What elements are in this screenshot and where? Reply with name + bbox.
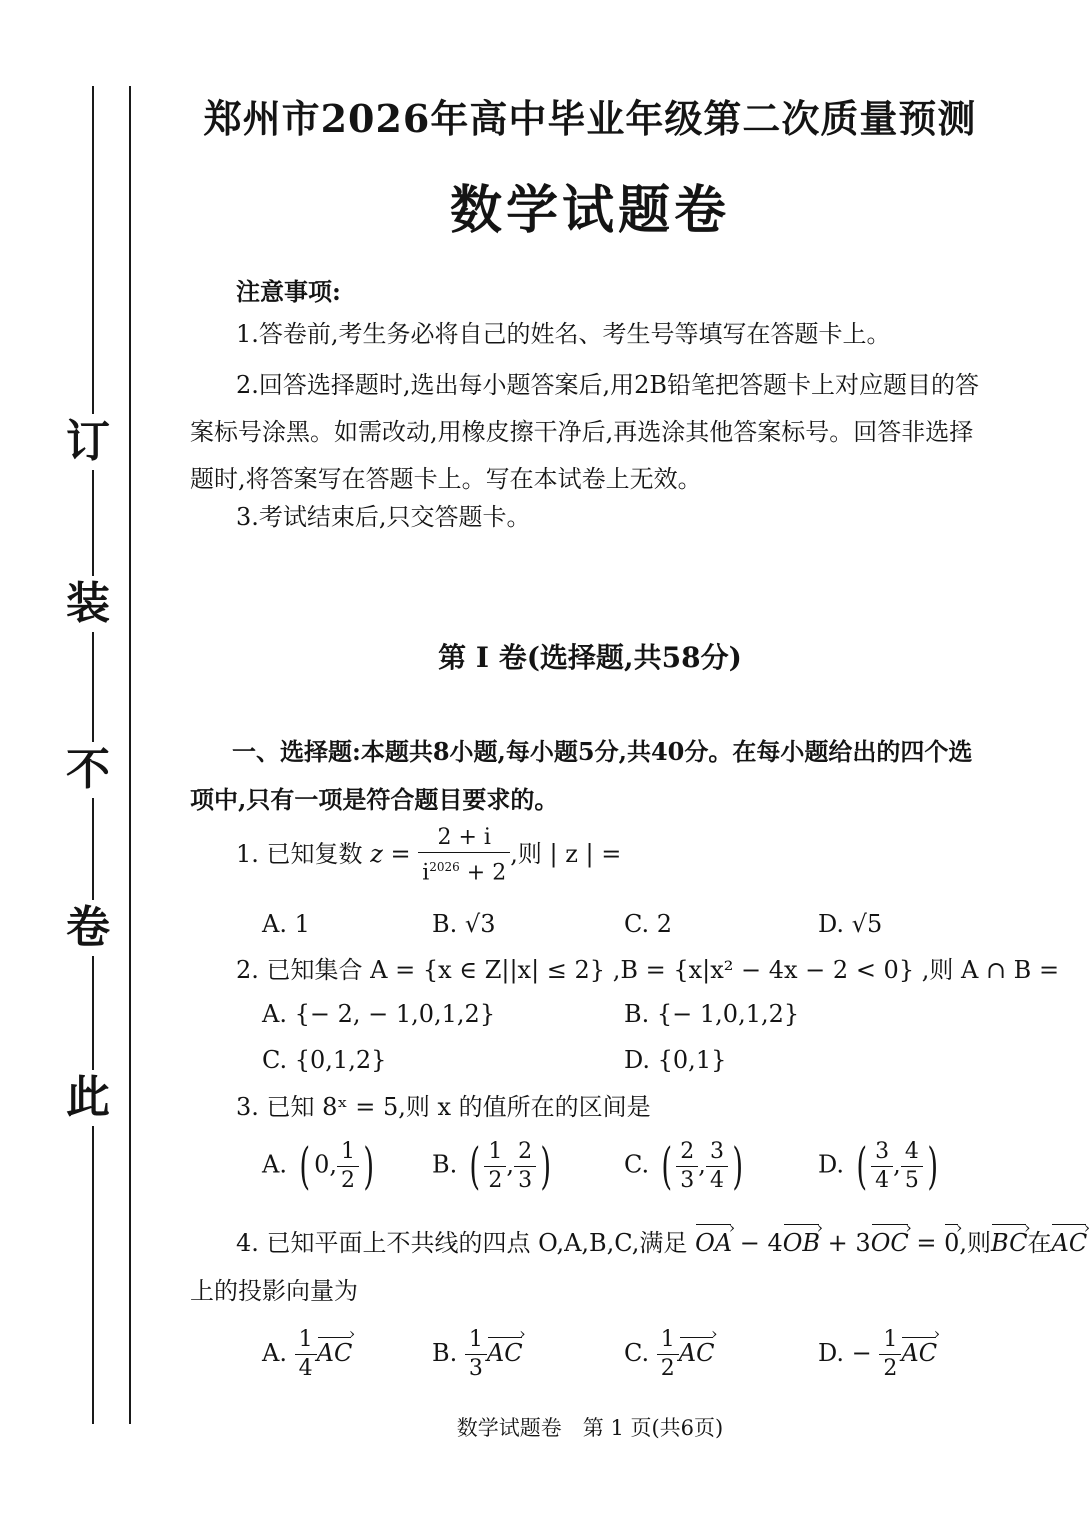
q3-d-right-den: 5 (904, 1167, 919, 1193)
q3-c-left (676, 1138, 698, 1195)
exam-subtitle: 数学试题卷 (449, 180, 730, 241)
q4-option-c (624, 1326, 714, 1383)
q3-d-right (901, 1138, 923, 1195)
q1-den-exp: 2026 (429, 860, 460, 874)
q3-c-rparen: ) (732, 1137, 744, 1195)
note-item-1: 1.答卷前,考生务必将自己的姓名、考生号等填写在答题卡上。 (236, 320, 891, 348)
q3-a-label: A. (262, 1150, 287, 1179)
q2-stem: 已知集合 A = {x ∈ Z||x| ≤ 2} ,B = {x|x² − 4x − 2 < 0} ,则 A ∩ B = (266, 956, 1060, 984)
note-item-2 (190, 362, 990, 503)
binding-char-bu: 不 (58, 742, 118, 798)
q2-option-d: D. {0,1} (624, 1046, 727, 1074)
q4-d-sign: − (851, 1339, 872, 1367)
q2-option-b: B. {− 1,0,1,2} (624, 1000, 800, 1028)
q4-b-vec: › AC (487, 1339, 523, 1367)
question-2 (236, 953, 1059, 987)
q4-b-label: B. (432, 1339, 458, 1367)
q1-fraction (418, 824, 510, 887)
q4-option-d (818, 1326, 937, 1383)
q2-option-c: C. {0,1,2} (262, 1046, 387, 1074)
note-item-2-text: 2.回答选择题时,选出每小题答案后,用2B铅笔把答题卡上对应题目的答案标号涂黑。如需改动,用橡皮擦干净后,再选涂其他答案标号。回答非选择题时,将答案写在答题卡上。写在本试卷上无效。 (190, 371, 980, 493)
q3-b-label: B. (432, 1150, 458, 1179)
q3-a-left: 0 (314, 1150, 330, 1179)
q3-b-left-den: 2 (488, 1167, 503, 1193)
section-title: 第 Ⅰ 卷(选择题,共58分) (438, 641, 742, 674)
q4-option-a (262, 1326, 352, 1383)
q4-c-frac (657, 1326, 679, 1383)
q3-d-right-num: 4 (901, 1138, 923, 1167)
q4-d-frac (879, 1326, 901, 1383)
question-4 (236, 1226, 1087, 1260)
q1-num: 1. (236, 840, 259, 869)
q4-stem-line1: 已知平面上不共线的四点 O,A,B,C,满足 (266, 1229, 688, 1257)
q4-b-frac (465, 1326, 487, 1383)
q4-b-num: 1 (465, 1326, 487, 1355)
q3-stem: 已知 8ˣ = 5,则 x 的值所在的区间是 (266, 1093, 651, 1121)
q3-d-label: D. (818, 1150, 845, 1179)
part-intro (190, 728, 990, 824)
q4-d-vec: › AC (901, 1339, 937, 1367)
q3-a-lparen: ( (299, 1137, 310, 1195)
q3-d-left-den: 4 (875, 1167, 890, 1193)
q4-d-label: D. (818, 1339, 845, 1367)
q4-a-den: 4 (298, 1356, 313, 1381)
q3-a-right (337, 1138, 359, 1195)
q3-c-right-den: 4 (709, 1167, 724, 1193)
question-3 (236, 1090, 651, 1124)
q3-b-lparen: ( (469, 1137, 481, 1195)
q1-frac-num: 2 + i (418, 824, 510, 853)
q3-c-right-num: 3 (706, 1138, 728, 1167)
binding-char-zhuang: 装 (58, 576, 118, 632)
q3-b-right-num: 2 (514, 1138, 536, 1167)
binding-char-ci: 此 (58, 1070, 118, 1126)
note-item-3: 3.考试结束后,只交答题卡。 (236, 503, 531, 531)
q3-a-right-num: 1 (337, 1138, 359, 1167)
binding-inner-line (129, 86, 131, 1424)
q3-d-left-num: 3 (871, 1138, 893, 1167)
q1-stem-post: ,则 | z | = (510, 840, 622, 869)
q3-b-left (484, 1138, 506, 1195)
q3-c-right (706, 1138, 728, 1195)
q4-a-num: 1 (295, 1326, 317, 1355)
question-1: 1. 已知复数 z = $\frac{2 + i}{i^{2026} + 2}$ ,则 | z | = (236, 825, 622, 886)
q2-num: 2. (236, 956, 259, 984)
q1-stem-pre: 已知复数 (266, 840, 363, 869)
q1-frac-den (418, 853, 510, 887)
q4-option-b (432, 1326, 523, 1383)
q3-c-left-den: 3 (680, 1167, 695, 1193)
q2-option-a: A. {− 2, − 1,0,1,2} (262, 1000, 496, 1028)
q4-num: 4. (236, 1229, 259, 1257)
q4-c-label: C. (624, 1339, 650, 1367)
part-intro-text: 一、选择题:本题共8小题,每小题5分,共40分。在每小题给出的四个选项中,只有一项是符合题目要求的。 (190, 737, 973, 814)
q4-a-vec: › AC (317, 1339, 353, 1367)
q3-a-rparen: ) (363, 1137, 375, 1195)
notes-heading: 注意事项: (236, 277, 341, 306)
q3-b-left-num: 1 (484, 1138, 506, 1167)
q1-option-b: B. √3 (432, 910, 496, 938)
q4-a-label: A. (262, 1339, 287, 1367)
q3-a-right-den: 2 (341, 1167, 356, 1193)
q4-c-den: 2 (660, 1356, 675, 1381)
q4-vector-equation: › OA − 4› OB + 3› OC = › 0,则› BC在› AC (695, 1229, 1087, 1257)
q1-den-rest: + 2 (459, 860, 507, 886)
q1-option-a: A. 1 (262, 910, 310, 938)
q3-d-left (871, 1138, 893, 1195)
q3-c-lparen: ( (661, 1137, 672, 1195)
q4-d-den: 2 (883, 1356, 898, 1381)
q3-num: 3. (236, 1093, 259, 1121)
q4-a-frac (295, 1326, 317, 1383)
exam-title: 郑州市2026年高中毕业年级第二次质量预测 (203, 96, 977, 141)
binding-char-ding: 订 (58, 414, 118, 470)
q3-option-c: C. ( $\frac{2}{3}$ , $\frac{3}{4}$ ) (624, 1137, 744, 1195)
binding-char-juan: 卷 (58, 900, 118, 956)
q3-option-b: B. ( $\frac{1}{2}$ , $\frac{2}{3}$ ) (432, 1137, 552, 1195)
q1-option-c: C. 2 (624, 910, 673, 938)
q1-option-d: D. √5 (818, 910, 883, 938)
q3-b-rparen: ) (540, 1137, 552, 1195)
q4-c-num: 1 (657, 1326, 679, 1355)
q3-c-left-num: 2 (676, 1138, 698, 1167)
q4-d-num: 1 (879, 1326, 901, 1355)
q3-option-d: D. ( $\frac{3}{4}$ , $\frac{4}{5}$ ) (818, 1137, 938, 1195)
q4-stem-line2: 上的投影向量为 (190, 1277, 358, 1305)
q3-option-a: A. ( 0, $\frac{1}{2}$ ) (262, 1137, 375, 1195)
q3-d-lparen: ( (856, 1137, 867, 1195)
q3-b-right (514, 1138, 536, 1195)
q3-b-right-den: 3 (518, 1167, 533, 1193)
q3-d-rparen: ) (927, 1137, 938, 1195)
q3-c-label: C. (624, 1150, 650, 1179)
q1-den-base: i (422, 860, 430, 886)
page-footer: 数学试题卷 第 1 页(共6页) (456, 1416, 724, 1440)
q4-c-vec: › AC (679, 1339, 715, 1367)
q4-b-den: 3 (468, 1356, 483, 1381)
